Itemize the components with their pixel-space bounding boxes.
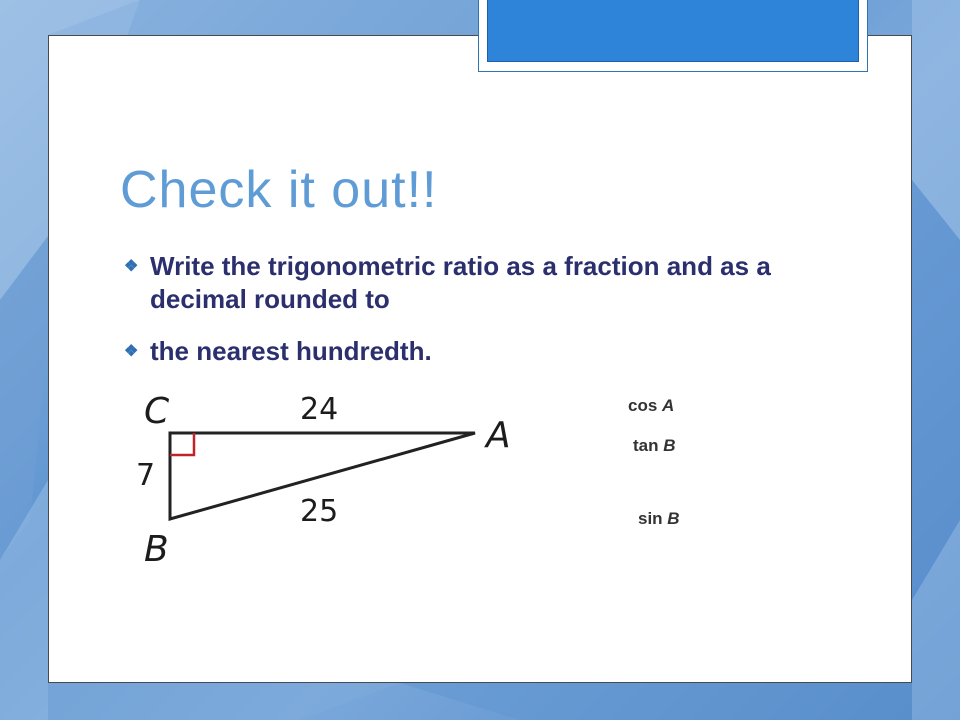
right-triangle-figure: [130, 385, 550, 575]
side-ab-label: 25: [300, 494, 339, 529]
right-angle-marker: [170, 433, 194, 455]
bullet-text: Write the trigonometric ratio as a fraction and as a decimal rounded to: [150, 251, 771, 314]
ratio-label: [628, 396, 674, 416]
header-accent-bar: [487, 0, 859, 62]
bullet-marker-icon: ❖: [124, 258, 139, 275]
slide-title: Check it out!!: [120, 161, 438, 219]
ratio-variable: B: [667, 509, 680, 528]
vertex-a-label: A: [486, 415, 511, 456]
ratio-variable: B: [663, 436, 676, 455]
side-cb-label: 7: [136, 458, 156, 493]
side-ca-label: 24: [300, 392, 339, 427]
bullet-marker-icon: ❖: [124, 343, 139, 360]
bullet-text: the nearest hundredth.: [150, 336, 432, 366]
ratio-label: [638, 509, 680, 529]
ratio-variable: A: [662, 396, 675, 415]
ratio-function: tan: [633, 436, 659, 455]
ratio-function: sin: [638, 509, 663, 528]
vertex-b-label: B: [144, 529, 169, 570]
bullet-item: [124, 335, 800, 368]
ratio-label: [633, 436, 676, 456]
ratio-function: cos: [628, 396, 658, 415]
bullet-item: [124, 250, 800, 316]
vertex-c-label: C: [144, 391, 170, 432]
